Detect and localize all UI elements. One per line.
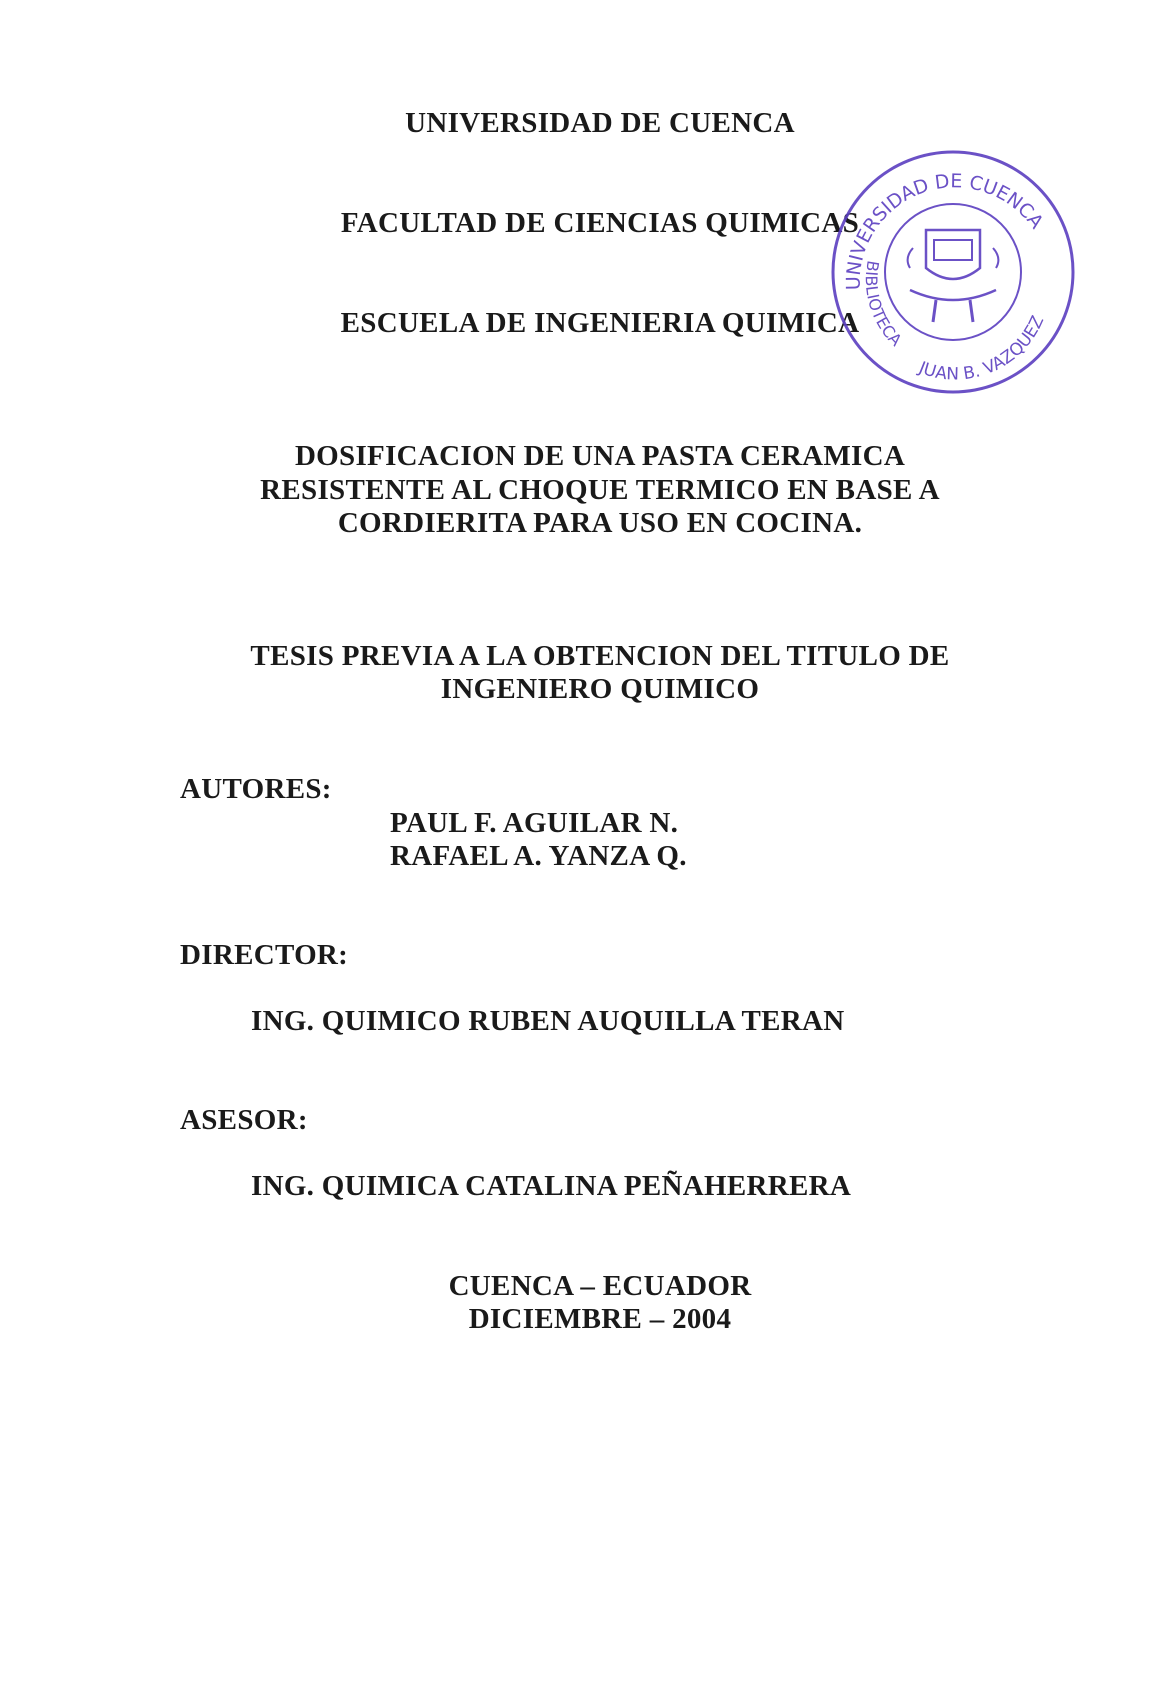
thesis-title-line-1: DOSIFICACION DE UNA PASTA CERAMICA — [294, 440, 906, 472]
degree-statement-line-1: TESIS PREVIA A LA OBTENCION DEL TITULO DE — [250, 640, 950, 672]
stamp-bottom-text — [915, 313, 1048, 385]
degree-statement-line-2: INGENIERO QUIMICO — [440, 673, 760, 705]
tassel-icon — [933, 300, 973, 322]
stamp-left-textpath: BIBLIOTECA — [861, 259, 906, 350]
thesis-title-line-2: RESISTENTE AL CHOQUE TERMICO EN BASE A — [260, 474, 940, 506]
director-label: DIRECTOR: — [180, 939, 349, 971]
director-name: ING. QUIMICO RUBEN AUQUILLA TERAN — [251, 1005, 845, 1037]
stamp-left-text — [862, 259, 906, 349]
thesis-title-line-3: CORDIERITA PARA USO EN COCINA. — [337, 507, 863, 539]
laurel-icon — [908, 248, 999, 268]
ribbon-icon — [910, 290, 996, 300]
date: DICIEMBRE – 2004 — [468, 1303, 732, 1335]
university-name: UNIVERSIDAD DE CUENCA — [405, 107, 795, 139]
stamp-inner-ring — [885, 204, 1021, 340]
advisor-name: ING. QUIMICA CATALINA PEÑAHERRERA — [251, 1170, 852, 1202]
library-stamp — [818, 140, 1088, 410]
stamp-bottom-textpath: JUAN B. VAZQUEZ — [916, 312, 1049, 385]
shield-panel — [934, 240, 972, 260]
stamp-top-textpath: UNIVERSIDAD DE CUENCA — [842, 170, 1048, 291]
advisor-label: ASESOR: — [180, 1104, 308, 1136]
authors-label: AUTORES: — [180, 773, 332, 805]
author-2: RAFAEL A. YANZA Q. — [390, 840, 687, 872]
school-name: ESCUELA DE INGENIERIA QUIMICA — [340, 307, 860, 339]
place: CUENCA – ECUADOR — [448, 1270, 752, 1302]
author-1: PAUL F. AGUILAR N. — [390, 807, 679, 839]
faculty-name: FACULTAD DE CIENCIAS QUIMICAS — [340, 207, 860, 239]
